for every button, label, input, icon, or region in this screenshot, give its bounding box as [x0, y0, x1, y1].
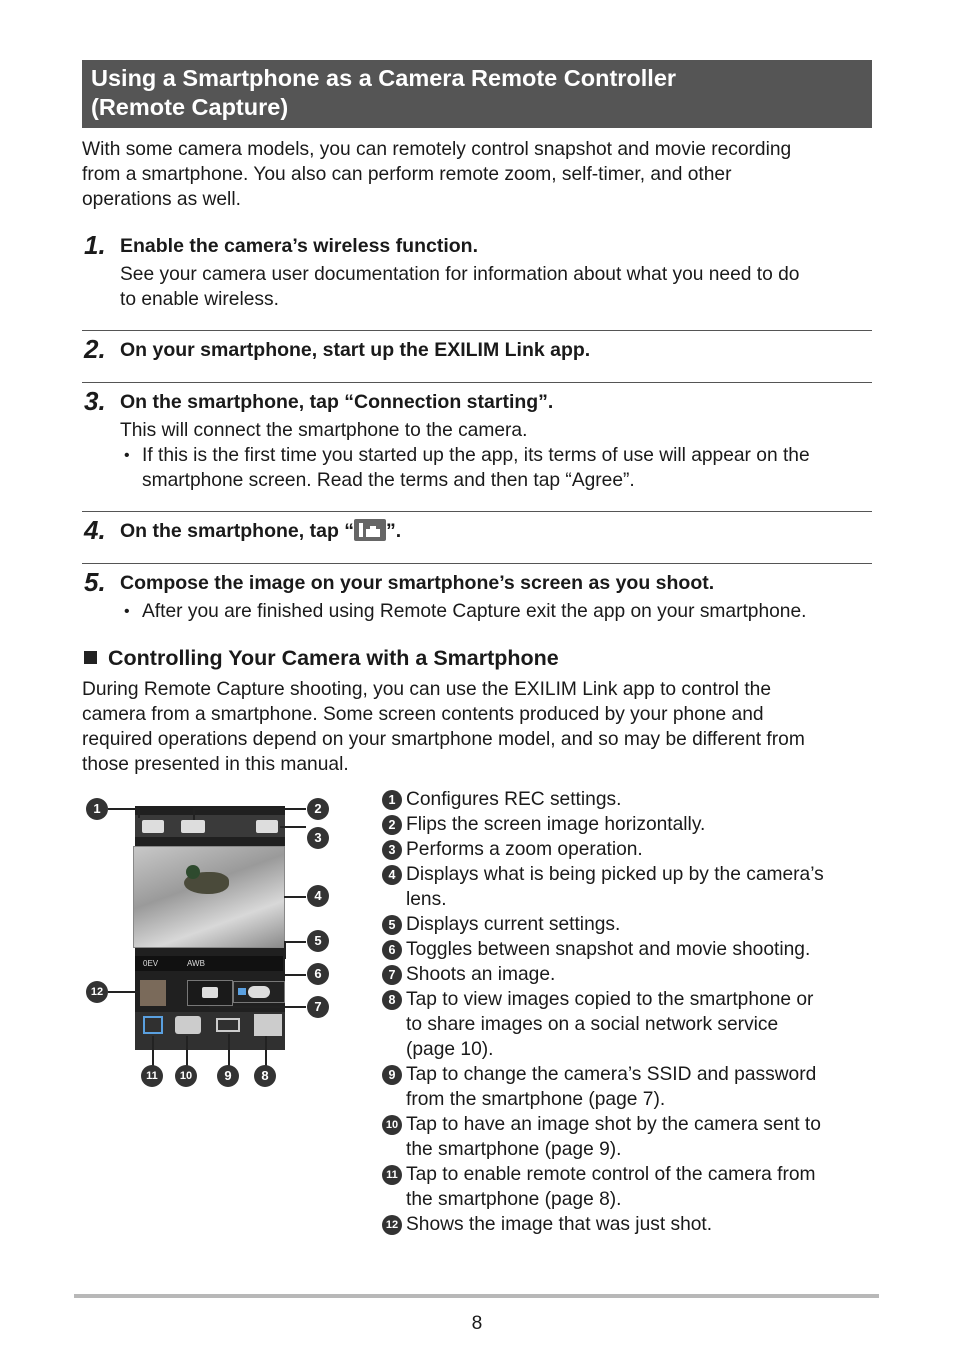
leader-line [284, 974, 306, 976]
step-body-line: See your camera user documentation for information about what you need to do [120, 264, 800, 285]
bullet-dot: • [124, 603, 130, 620]
legend-text: Flips the screen image horizontally. [406, 814, 706, 835]
mode-toggle-icon [248, 986, 270, 998]
live-view-image [133, 846, 285, 948]
intro-line: operations as well. [82, 189, 241, 210]
status-wb: AWB [187, 959, 205, 968]
legend-text: Performs a zoom operation. [406, 839, 643, 860]
legend-text: Configures REC settings. [406, 789, 622, 810]
legend-line: (page 10). [406, 1039, 494, 1060]
intro-line: from a smartphone. You also can perform remote zoom, self-timer, and other [82, 164, 732, 185]
bullet-line: smartphone screen. Read the terms and then tap “Agree”. [142, 470, 635, 491]
remote-icon [143, 1016, 163, 1034]
status-bar [135, 956, 283, 971]
callout-5: 5 [307, 930, 329, 952]
gallery-icon [254, 1014, 282, 1036]
remote-capture-icon [354, 519, 386, 541]
callout-7: 7 [307, 996, 329, 1018]
page-title [82, 60, 872, 128]
leader-line [108, 991, 140, 993]
footer-divider [74, 1294, 879, 1298]
step-number: 1. [84, 230, 106, 260]
step-body-line: This will connect the smartphone to the camera. [120, 420, 528, 441]
callout-11: 11 [141, 1065, 163, 1087]
legend-number: 1 [382, 790, 402, 810]
section-body-line: camera from a smartphone. Some screen contents produced by your phone and [82, 704, 764, 725]
step-heading: On your smartphone, start up the EXILIM Link app. [120, 339, 591, 361]
legend-number: 6 [382, 940, 402, 960]
shutter-icon [202, 987, 218, 998]
legend-line: Tap to enable remote control of the camera from [406, 1164, 816, 1185]
section-body [82, 677, 805, 777]
legend-line: Tap to change the camera’s SSID and password [406, 1064, 817, 1085]
legend-line: the smartphone (page 9). [406, 1139, 622, 1160]
leader-line [138, 808, 140, 818]
legend-line: lens. [406, 889, 447, 910]
step-heading [120, 519, 401, 544]
legend-line: Tap to have an image shot by the camera sent to [406, 1114, 821, 1135]
callout-12: 12 [86, 981, 108, 1003]
section-body-line: required operations depend on your smartphone model, and so may be different from [82, 729, 805, 750]
section-heading [84, 646, 559, 671]
zoom-icon [256, 820, 278, 833]
leader-line [209, 1006, 306, 1008]
legend-text [406, 987, 813, 1062]
section-heading-text: Controlling Your Camera with a Smartphone [108, 646, 559, 670]
leader-line [228, 1034, 230, 1066]
legend-text [406, 862, 824, 912]
legend-text [406, 1162, 816, 1212]
callout-3: 3 [307, 827, 329, 849]
leader-line [284, 941, 306, 943]
leader-line [193, 808, 306, 810]
legend-text: Displays current settings. [406, 914, 621, 935]
legend-number: 4 [382, 865, 402, 885]
intro-line: With some camera models, you can remotely control snapshot and movie recording [82, 139, 792, 160]
step-heading: On the smartphone, tap “Connection starting”. [120, 391, 554, 413]
callout-1: 1 [86, 798, 108, 820]
callout-9: 9 [217, 1065, 239, 1087]
step-number: 3. [84, 386, 106, 416]
step-heading-before: On the smartphone, tap “ [120, 520, 355, 542]
square-bullet-icon [84, 651, 97, 664]
divider [82, 563, 872, 564]
status-ev: 0EV [143, 959, 159, 968]
step-number: 2. [84, 334, 106, 364]
legend-number: 2 [382, 815, 402, 835]
section-body-line: those presented in this manual. [82, 754, 349, 775]
legend-line: Displays what is being picked up by the camera’s [406, 864, 824, 885]
leader-line [284, 941, 286, 959]
legend-line: from the smartphone (page 7). [406, 1089, 666, 1110]
leader-line [152, 1036, 154, 1066]
callout-2: 2 [307, 798, 329, 820]
bullet-line: If this is the first time you started up the app, its terms of use will appear on the [142, 445, 810, 466]
flip-icon [181, 820, 205, 833]
settings-icon [142, 820, 164, 833]
legend-number: 9 [382, 1065, 402, 1085]
legend-number: 3 [382, 840, 402, 860]
legend-line: the smartphone (page 8). [406, 1189, 622, 1210]
title-line-1: Using a Smartphone as a Camera Remote Controller [91, 65, 677, 91]
legend-number: 12 [382, 1215, 402, 1235]
legend-text [406, 1062, 816, 1112]
callout-4: 4 [307, 885, 329, 907]
bullet-dot: • [124, 447, 130, 464]
title-line-2: (Remote Capture) [91, 94, 289, 120]
legend-number: 10 [382, 1115, 402, 1135]
legend-number: 5 [382, 915, 402, 935]
mode-toggle [233, 981, 285, 1003]
page-number: 8 [471, 1313, 483, 1334]
callout-6: 6 [307, 963, 329, 985]
bullet-text [142, 443, 810, 493]
leader-line [193, 808, 195, 820]
leader-line [265, 1036, 267, 1066]
leader-line [186, 1036, 188, 1066]
bullet-line: After you are finished using Remote Capture exit the app on your smartphone. [142, 601, 807, 622]
camera-mode-icon [238, 988, 246, 995]
divider [82, 511, 872, 512]
step-number: 4. [84, 515, 106, 545]
legend-text [406, 1112, 821, 1162]
wifi-setup-icon [216, 1018, 240, 1032]
callout-10: 10 [175, 1065, 197, 1087]
leader-line [108, 808, 140, 810]
legend-text: Shoots an image. [406, 964, 556, 985]
send-icon [175, 1016, 201, 1034]
leader-line [284, 896, 306, 898]
section-body-line: During Remote Capture shooting, you can use the EXILIM Link app to control the [82, 679, 772, 700]
legend-line: to share images on a social network service [406, 1014, 779, 1035]
divider [82, 330, 872, 331]
step-body-line: to enable wireless. [120, 289, 279, 310]
last-shot-thumbnail [140, 980, 166, 1006]
legend-number: 11 [382, 1165, 402, 1185]
step-heading: Compose the image on your smartphone’s screen as you shoot. [120, 572, 715, 594]
legend-line: Tap to view images copied to the smartphone or [406, 989, 814, 1010]
legend-number: 8 [382, 990, 402, 1010]
step-heading: Enable the camera’s wireless function. [120, 235, 478, 257]
shutter-button [187, 980, 233, 1006]
leader-line [280, 826, 306, 828]
callout-8: 8 [254, 1065, 276, 1087]
intro-paragraph [82, 137, 791, 212]
legend-number: 7 [382, 965, 402, 985]
step-number: 5. [84, 567, 106, 597]
legend-text: Toggles between snapshot and movie shooting. [406, 939, 811, 960]
step-heading-after: ”. [386, 520, 402, 542]
duck-head [186, 865, 200, 879]
legend-text: Shows the image that was just shot. [406, 1214, 713, 1235]
step-body [120, 262, 799, 312]
divider [82, 382, 872, 383]
